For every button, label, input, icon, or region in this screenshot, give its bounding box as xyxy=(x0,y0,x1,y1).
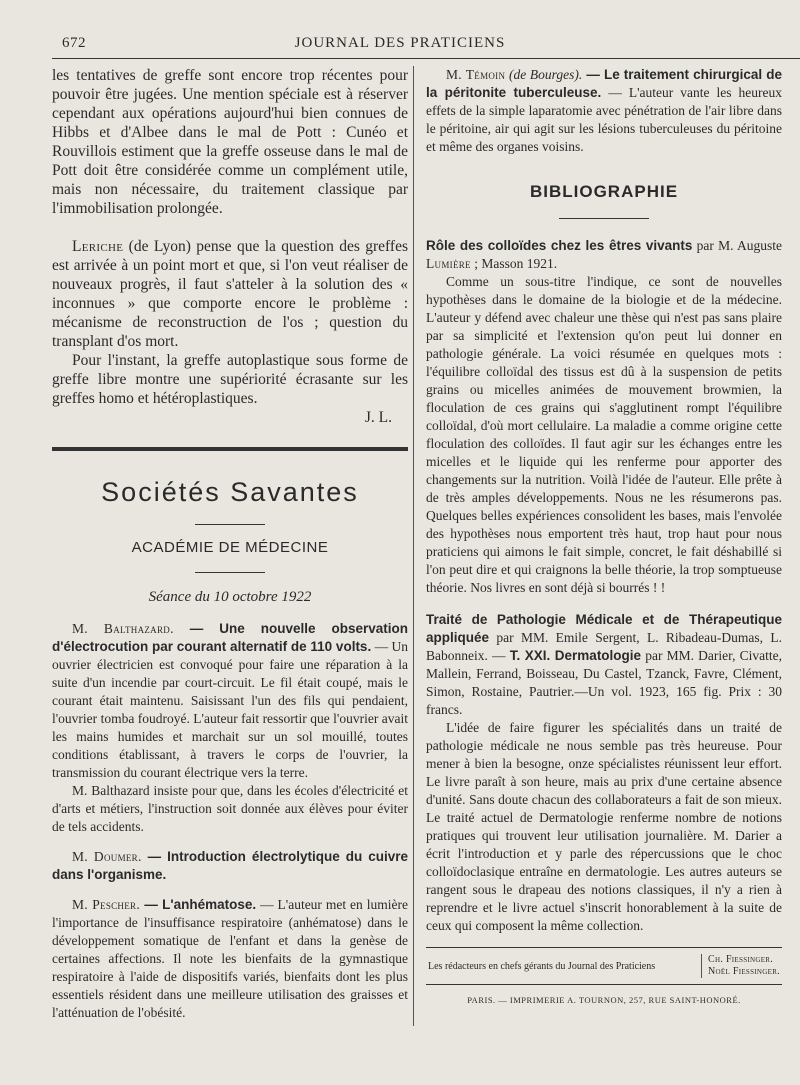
bibliographie-heading: BIBLIOGRAPHIE xyxy=(529,182,679,201)
editors-label: Les rédacteurs en chefs gérants du Journal des Praticiens xyxy=(428,960,656,972)
book-entry-colloides xyxy=(426,237,782,273)
book-authors: par MM. Darier, Civatte, Mallein, Ferrand, Boisseau, Du Castel, Tzanck, Favre, Clément, Simon, Rostaine, Pautrier. xyxy=(426,648,783,699)
journal-title: JOURNAL DES PRATICIENS xyxy=(294,35,506,51)
balthazard-paragraph-2: M. Balthazard insiste pour que, dans les écoles d'électricité et d'arts et métiers, l'instruction soit donnée aux élèves pour éviter de tels accidents. xyxy=(52,783,408,834)
column-divider xyxy=(413,66,414,1026)
title-rule xyxy=(195,524,265,525)
greffe-paragraph: les tentatives de greffe sont encore trop récentes pour pouvoir être jugées. Une mention spéciale est à réserver cependant aux opérations aujourd'hui bien connues de Hibbs et d'Albee dans le mal de Pott : Cunéo et Rouvillois estiment que la greffe osseuse dans le mal de Pott doit être considérée comme un complément utile, mais non nécessaire, du traitement classique par l'immobilisation prolongée. xyxy=(52,67,408,217)
book-title: Rôle des colloïdes chez les êtres vivants xyxy=(426,238,693,253)
author-place: (de Bourges). xyxy=(505,67,583,82)
heading-rule xyxy=(559,218,649,219)
author-name: Leriche xyxy=(72,238,124,255)
balthazard-paragraph xyxy=(52,620,408,782)
autoplastique-paragraph: Pour l'instant, la greffe autoplastique sous forme de greffe libre montre une supériorité écrasante sur les greffes homo et hétéroplastiques. xyxy=(52,352,408,407)
page-number: 672 xyxy=(62,35,86,51)
page-header xyxy=(0,0,800,60)
editor-name: Noël Fiessinger. xyxy=(708,966,780,977)
header-rule xyxy=(52,58,800,59)
author-name: M. Balthazard. xyxy=(72,621,174,636)
section-divider xyxy=(52,447,408,451)
book-publisher: ; Masson 1921. xyxy=(470,256,558,271)
article-title: — Introduction électrolytique du cuivre dans l'organisme. xyxy=(52,849,409,882)
paragraph-text: — L'auteur met en lumière l'importance de l'insuffisance respiratoire (anhématose) dans le développement somatique de l'enfant et dans la genèse de certaines affections. Il note les bienfaits de la gymnastique respiratoire à l'aide de dispositifs variés, bienfaits dont les plus essentiels résident dans une meilleure utilisation des graisses et l'atténuation de l'obésité. xyxy=(52,897,408,1020)
academie-heading: ACADÉMIE DE MÉDECINE xyxy=(131,539,329,556)
author-name: M. Pescher. xyxy=(72,897,141,912)
pescher-paragraph xyxy=(52,896,408,1022)
seance-date: Séance du 10 octobre 1922 xyxy=(148,589,312,605)
heading-rule xyxy=(195,572,265,573)
editors-footer xyxy=(426,947,782,985)
leriche-paragraph xyxy=(52,237,408,351)
printer-imprint: PARIS. — IMPRIMERIE A. TOURNON, 257, RUE SAINT-HONORÉ. xyxy=(467,995,741,1005)
left-column xyxy=(52,66,408,1022)
paragraph-text: — Un ouvrier électricien est convoqué pour faire une réparation à la suite d'un incendie par court-circuit. Le fil était coupé, mais le courant était maintenu. Saisissant l'un des fils qui pendaient, l'ouvrier tomba foudroyé. L'auteur fait ressortir que l'ouvrier avait les mains humides et marchait sur un sol mouillé, toutes conditions établissant, à travers le corps de l'ouvrier, la transmission du courant électrique vers la terre. xyxy=(52,639,409,780)
article-title: — Le traitement chirurgical de la péritonite tuberculeuse. xyxy=(426,67,782,100)
book-byline: par MM. Emile Sergent, L. Ribadeau-Dumas, L. Babonneix. — xyxy=(426,630,782,663)
book-publisher: —Un vol. 1923, 165 fig. Prix : 30 francs. xyxy=(426,684,782,717)
author-name: M. Témoin xyxy=(446,67,506,82)
editors-names xyxy=(701,954,780,978)
signature: J. L. xyxy=(364,409,392,426)
book-author: Lumière xyxy=(426,256,471,271)
paragraph-text: — L'auteur vante les heureux effets de la simple laparatomie avec pénétration de l'air libre dans le péritoine, air qui agit sur les lésions tuberculeuses du péritoine et même des organes voisins. xyxy=(426,85,782,154)
temoin-paragraph xyxy=(426,66,782,156)
book-entry-traite xyxy=(426,611,782,719)
article-title: — Une nouvelle observation d'électrocution par courant alternatif de 110 volts. xyxy=(52,621,409,654)
editor-name: Ch. Fiessinger. xyxy=(708,954,774,965)
section-title: Sociétés Savantes xyxy=(101,477,359,507)
book-title: Traité de Pathologie Médicale et de Thérapeutique appliquée xyxy=(426,612,782,645)
book-volume: T. XXI. Dermatologie xyxy=(509,648,642,663)
book-review-colloides: Comme un sous-titre l'indique, ce sont de nouvelles hypothèses dans le domaine de la biologie et de la médecine. L'auteur y défend avec chaleur une thèse qui n'est pas sans plaire par sa simplicité et l'extension qu'on peut lui donner en pathologie générale. La voici résumée en quelques mots : l'équilibre colloïdal des tissus est dû à la suspension de petits grains ou micelles animées de mouvement browmien, la floculation de ces grains qui s'agglutinent rompt l'équilibre colloïdal, d'où mort cellulaire. La maladie a comme origine cette floculation des colloïdes. Il faut agir sur les échanges entre les micelles et le liquide qui les renferme pour apporter des changements sur la nutrition. Voilà l'idée de l'auteur. Elle prête à de très amples développements. Nous ne les résumerons pas. Quelques belles expériences consolident les bases, mais l'envolée des hypothèses nous emportent très haut, trop haut pour nous praticiens qui aimons le fait simple, concret, le fait déshabillé si l'on peut dire et qui craignons la belle théorie, la trop somptueuse théorie. Nos livres en sont déjà si bourrés ! ! xyxy=(426,274,782,595)
right-column xyxy=(426,66,782,1005)
author-name: M. Doumer. xyxy=(72,849,142,864)
book-review-traite: L'idée de faire figurer les spécialités dans un traité de pathologie médicale ne nous semble pas très heureuse. Pour mener à bien la besogne, onze spécialistes réunissent leur effort. Le livre paraît à son heure, mais au prix d'une certaine absence d'unité. Sans doute chacun des collaborateurs a fait de son mieux. Le traité actuel de Dermatologie renferme nombre de notions pratiques qui trouvent leur utilisation journalière. M. Darier a écrit l'introduction et y parle des répercussions que le choc colloïdoclasique entraîne en dermatologie. Les autres auteurs se rangent sous le drapeau des notions classiques, il n'y a rien à reprendre et le livre actuel s'inscrit honorablement à la suite de ceux qui composent la même collection. xyxy=(426,720,782,933)
book-byline: par M. Auguste xyxy=(692,238,782,253)
article-title: — L'anhématose. xyxy=(140,897,257,912)
paragraph-text: (de Lyon) pense que la question des greffes est arrivée à un point mort et que, si l'on veut réaliser de nouveaux progrès, il faut s'atteler à la solution des « inconnues » que comporte encore le problème : mécanisme de reconstruction de l'os ; question du transplant d'os mort. xyxy=(52,238,408,350)
doumer-paragraph xyxy=(52,848,408,884)
